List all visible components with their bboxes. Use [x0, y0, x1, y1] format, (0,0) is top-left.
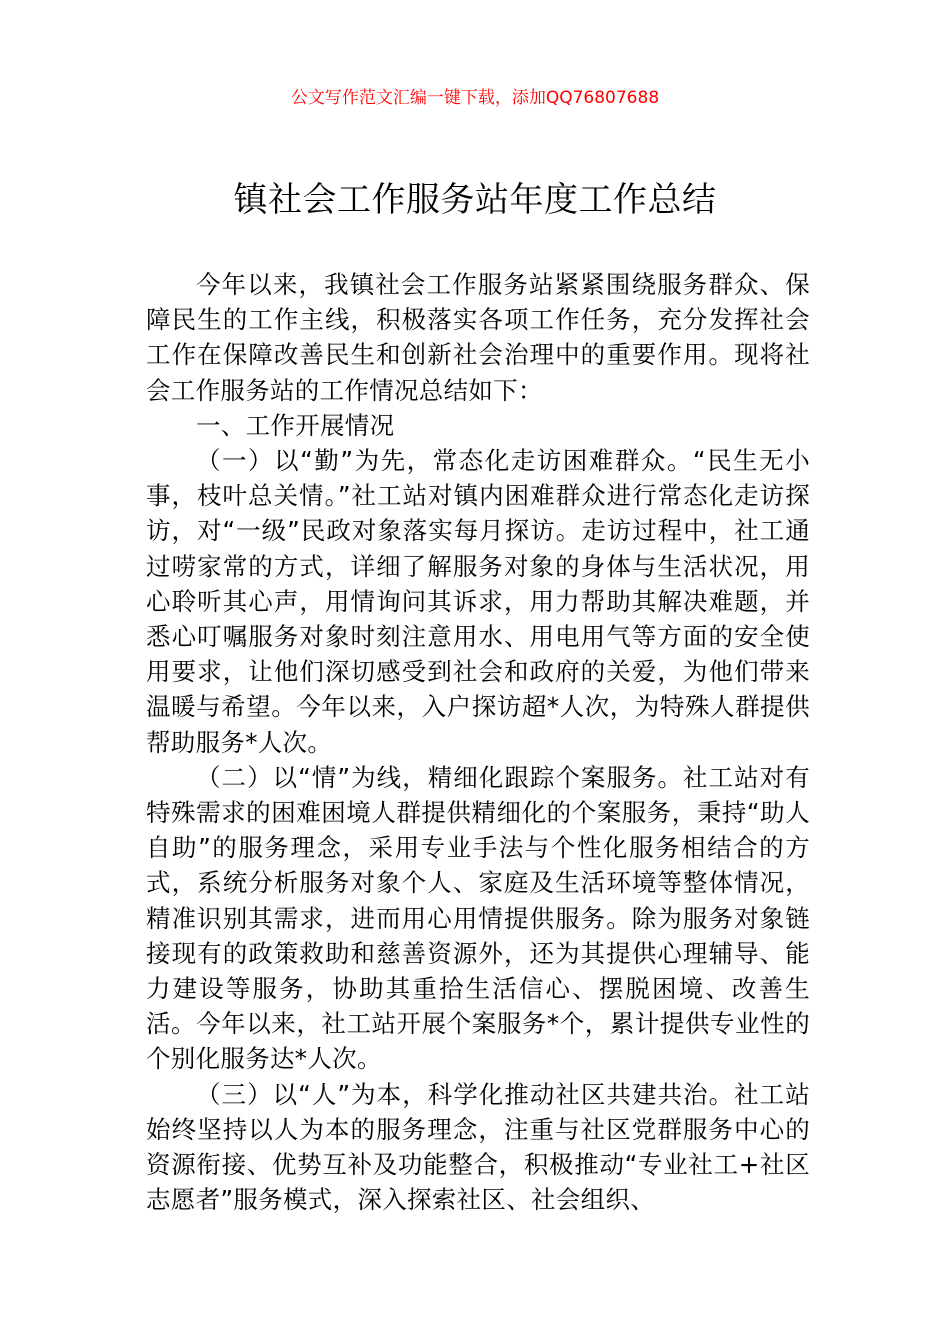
paragraph-visits: （一）以“勤”为先，常态化走访困难群众。“民生无小事，枝叶总关情。”社工站对镇内困难群众进行常态化走访探访，对“一级”民政对象落实每月探访。走访过程中，社工通过唠家常的方式，详细了解服务对象的身体与生活状况，用心聆听其心声，用情询问其诉求，用力帮助其解决难题，并悉心叮嘱服务对象时刻注意用水、用电用气等方面的安全使用要求，让他们深切感受到社会和政府的关爱，为他们带来温暖与希望。今年以来，入户探访超*人次，为特殊人群提供帮助服务*人次。: [146, 446, 810, 757]
document-body: [146, 267, 810, 1217]
paragraph-community: （三）以“人”为本，科学化推动社区共建共治。社工站始终坚持以人为本的服务理念，注重与社区党群服务中心的资源衔接、优势互补及功能整合，积极推动“专业社工+社区志愿者”服务模式，深入探索社区、社会组织、: [146, 1079, 810, 1215]
section-heading: 一、工作开展情况: [196, 410, 395, 440]
document-title: 镇社会工作服务站年度工作总结: [233, 180, 717, 220]
intro-paragraph: 今年以来，我镇社会工作服务站紧紧围绕服务群众、保障民生的工作主线，积极落实各项工作任务，充分发挥社会工作在保障改善民生和创新社会治理中的重要作用。现将社会工作服务站的工作情况总结如下：: [146, 270, 810, 405]
download-banner: 公文写作范文汇编一键下载，添加QQ76807688: [290, 88, 660, 108]
paragraph-case-service: （二）以“情”为线，精细化跟踪个案服务。社工站对有特殊需求的困难困境人群提供精细化的个案服务，秉持“助人自助”的服务理念，采用专业手法与个性化服务相结合的方式，系统分析服务对象个人、家庭及生活环境等整体情况，精准识别其需求，进而用心用情提供服务。除为服务对象链接现有的政策救助和慈善资源外，还为其提供心理辅导、能力建设等服务，协助其重拾生活信心、摆脱困境、改善生活。今年以来，社工站开展个案服务*个，累计提供专业性的个别化服务达*人次。: [146, 762, 810, 1074]
